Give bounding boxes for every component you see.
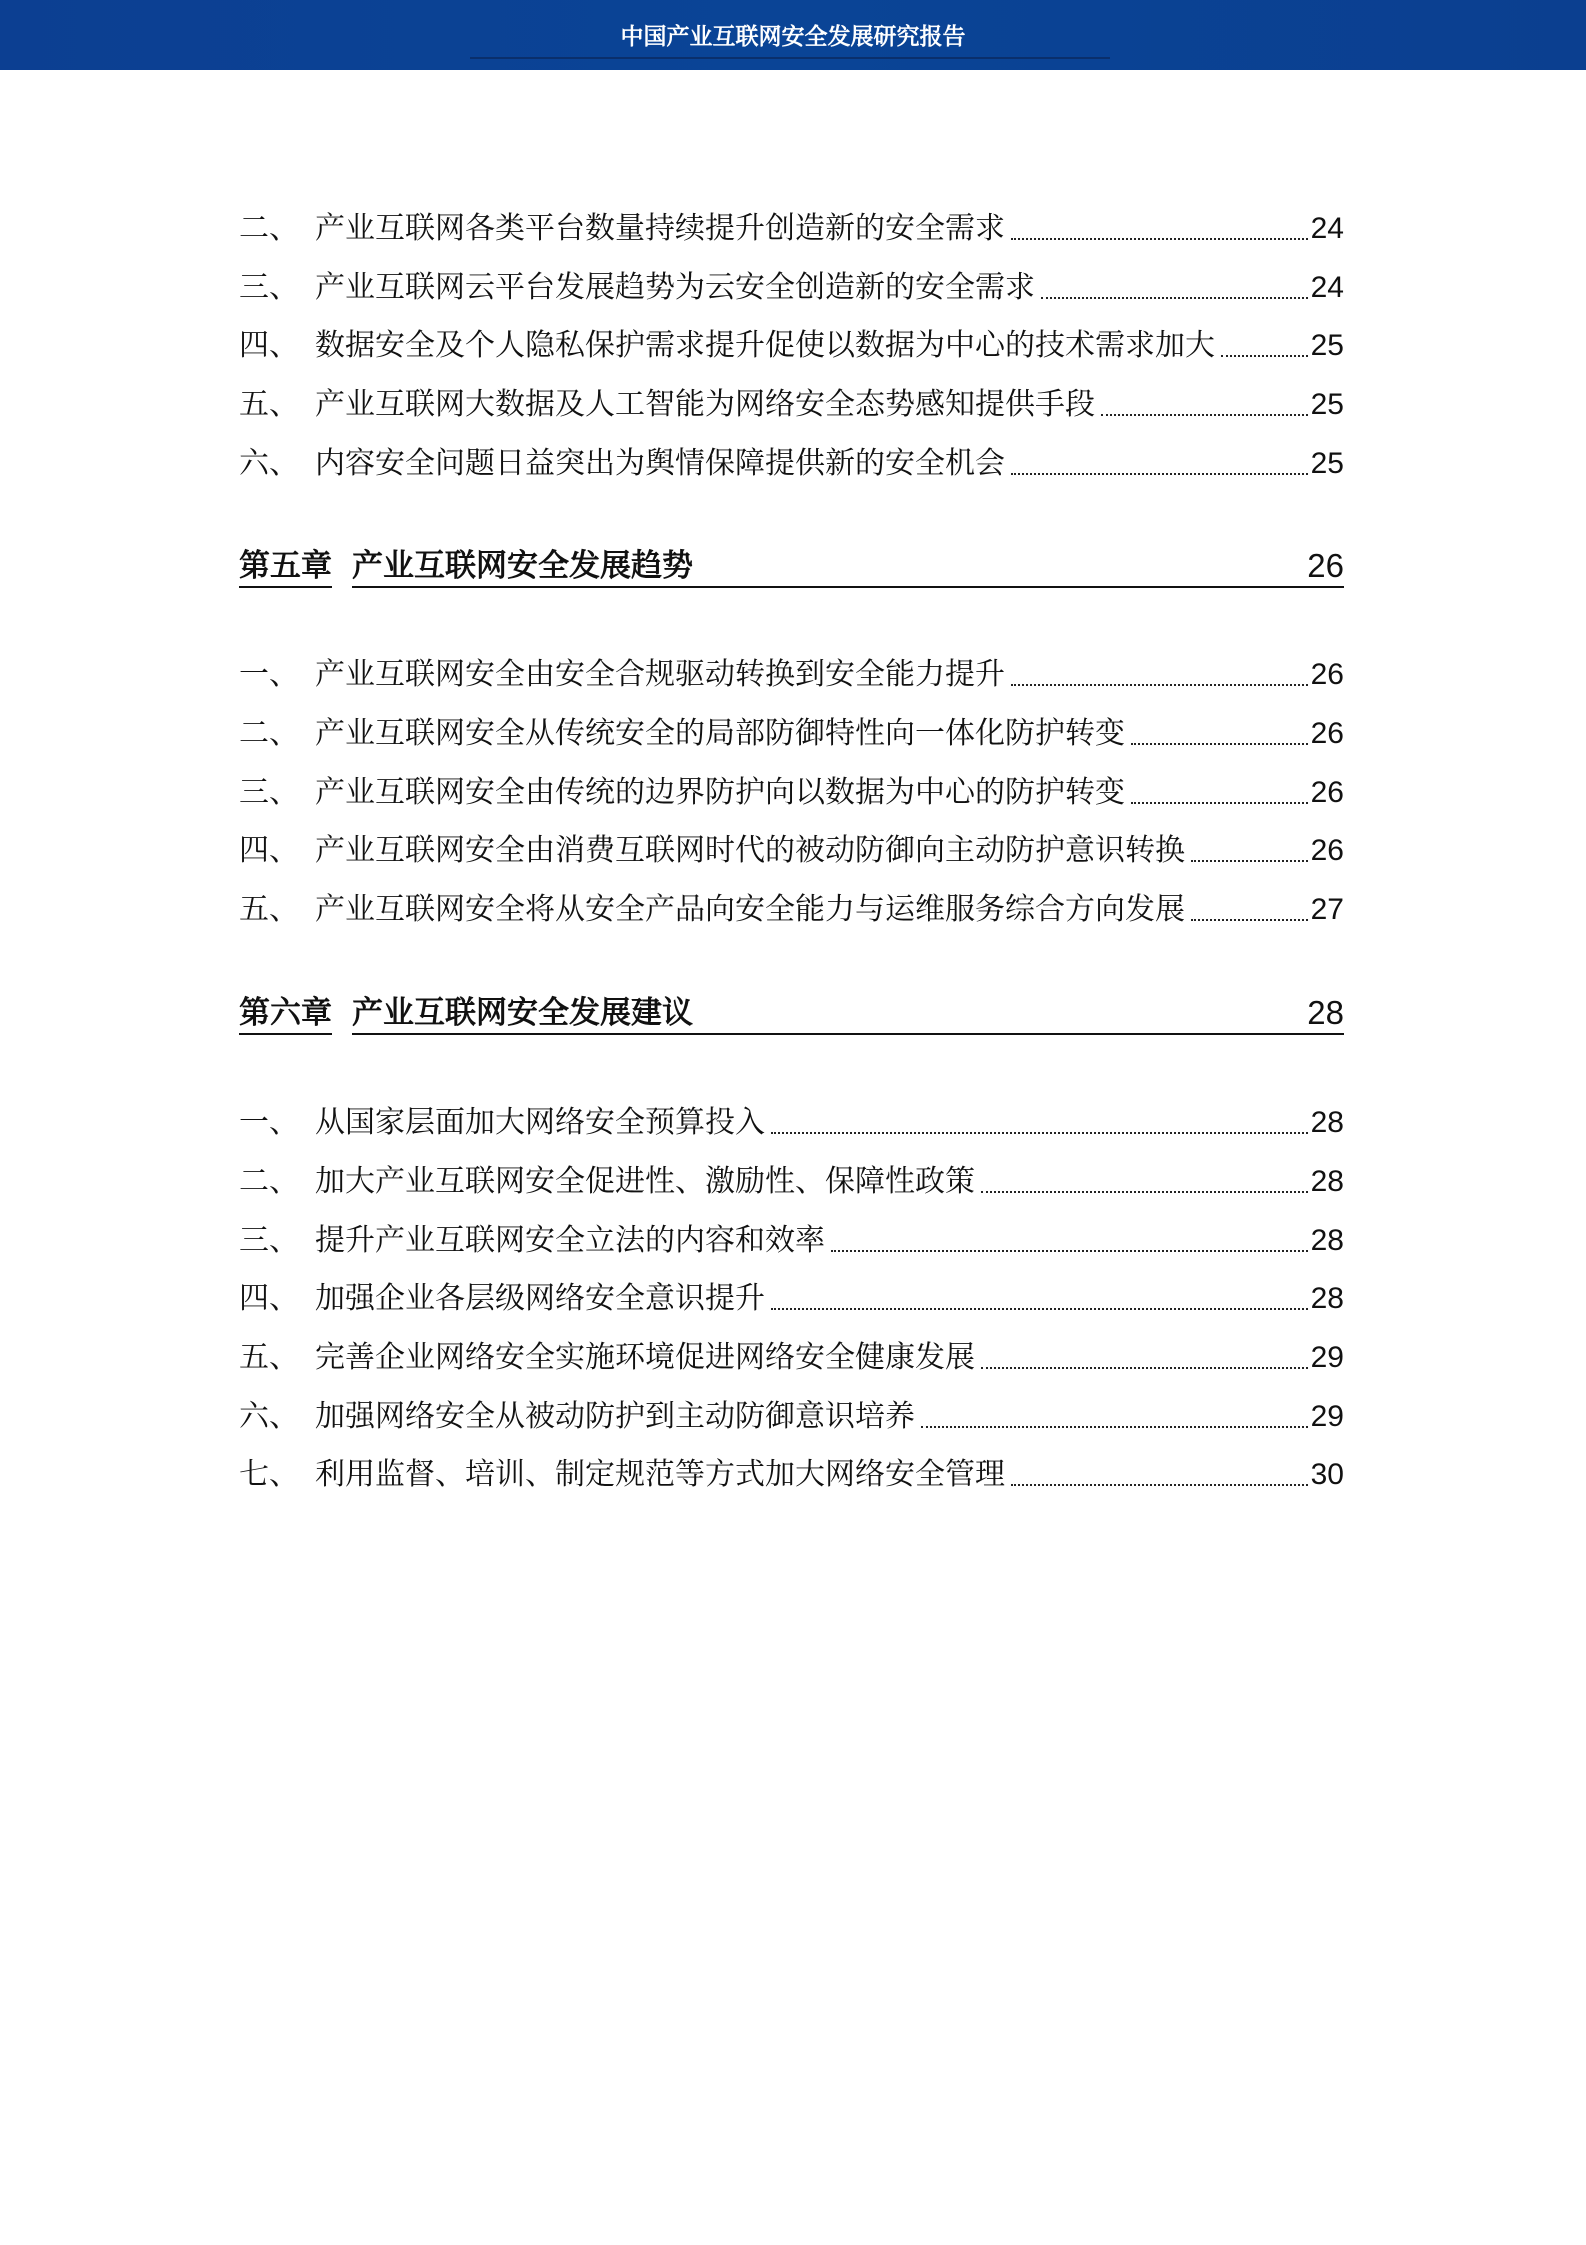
entry-page-number: 26	[1310, 717, 1344, 750]
toc-entry[interactable]	[239, 1456, 1344, 1494]
entry-page-number: 24	[1310, 212, 1344, 245]
toc-entry[interactable]	[239, 656, 1344, 694]
dot-leader	[1131, 742, 1308, 745]
chapter-title: 产业互联网安全发展趋势	[352, 546, 1307, 588]
entry-title: 产业互联网安全从传统安全的局部防御特性向一体化防护转变	[315, 716, 1125, 751]
toc-entry[interactable]	[239, 210, 1344, 248]
entry-page-number: 25	[1310, 447, 1344, 480]
dot-leader	[1131, 801, 1308, 804]
entry-title: 利用监督、培训、制定规范等方式加大网络安全管理	[315, 1457, 1005, 1492]
entry-number: 四、	[239, 1281, 299, 1316]
dot-leader	[981, 1190, 1308, 1193]
entry-page-number: 28	[1310, 1165, 1344, 1198]
toc-entry[interactable]	[239, 1339, 1344, 1377]
entry-number: 一、	[239, 657, 299, 692]
entry-page-number: 29	[1310, 1341, 1344, 1374]
entry-number: 三、	[239, 1223, 299, 1258]
header-divider	[470, 57, 1110, 59]
entry-number: 一、	[239, 1105, 299, 1140]
entry-number: 六、	[239, 446, 299, 481]
toc-entry[interactable]	[239, 1398, 1344, 1436]
dot-leader	[1101, 413, 1308, 416]
toc-entry[interactable]	[239, 269, 1344, 307]
toc-entry[interactable]	[239, 445, 1344, 483]
dot-leader	[1191, 918, 1308, 921]
entry-page-number: 26	[1310, 834, 1344, 867]
entry-page-number: 30	[1310, 1458, 1344, 1491]
entry-page-number: 24	[1310, 271, 1344, 304]
toc-entry[interactable]	[239, 715, 1344, 753]
dot-leader	[1041, 296, 1308, 299]
entry-number: 五、	[239, 1340, 299, 1375]
entry-page-number: 27	[1310, 893, 1344, 926]
toc-entry[interactable]	[239, 327, 1344, 365]
chapter-label: 第五章	[239, 546, 332, 588]
toc-chapter-heading[interactable]	[239, 546, 1344, 588]
dot-leader	[1011, 472, 1308, 475]
dot-leader	[981, 1366, 1308, 1369]
entry-title: 产业互联网安全由安全合规驱动转换到安全能力提升	[315, 657, 1005, 692]
dot-leader	[831, 1249, 1308, 1252]
toc-entry[interactable]	[239, 774, 1344, 812]
toc-chapter-heading[interactable]	[239, 993, 1344, 1035]
entry-title: 加大产业互联网安全促进性、激励性、保障性政策	[315, 1164, 975, 1199]
entry-title: 内容安全问题日益突出为舆情保障提供新的安全机会	[315, 446, 1005, 481]
dot-leader	[1011, 683, 1308, 686]
entry-title: 产业互联网安全由传统的边界防护向以数据为中心的防护转变	[315, 775, 1125, 810]
toc-entry[interactable]	[239, 832, 1344, 870]
toc-entry[interactable]	[239, 1222, 1344, 1260]
dot-leader	[771, 1307, 1308, 1310]
entry-title: 加强企业各层级网络安全意识提升	[315, 1281, 765, 1316]
dot-leader	[921, 1425, 1308, 1428]
toc-entry[interactable]	[239, 891, 1344, 929]
chapter-page-number: 26	[1307, 546, 1344, 588]
entry-number: 四、	[239, 328, 299, 363]
entry-number: 五、	[239, 892, 299, 927]
toc-entry[interactable]	[239, 1280, 1344, 1318]
entry-number: 七、	[239, 1457, 299, 1492]
dot-leader	[1191, 859, 1308, 862]
toc-entry[interactable]	[239, 1163, 1344, 1201]
entry-title: 提升产业互联网安全立法的内容和效率	[315, 1223, 825, 1258]
report-title: 中国产业互联网安全发展研究报告	[620, 24, 966, 50]
chapter-title: 产业互联网安全发展建议	[352, 993, 1307, 1035]
chapter-label: 第六章	[239, 993, 332, 1035]
entry-title: 从国家层面加大网络安全预算投入	[315, 1105, 765, 1140]
dot-leader	[1221, 354, 1308, 357]
entry-number: 三、	[239, 775, 299, 810]
entry-number: 四、	[239, 833, 299, 868]
entry-number: 二、	[239, 716, 299, 751]
entry-page-number: 25	[1310, 329, 1344, 362]
entry-number: 二、	[239, 211, 299, 246]
entry-page-number: 28	[1310, 1106, 1344, 1139]
entry-number: 二、	[239, 1164, 299, 1199]
entry-page-number: 28	[1310, 1224, 1344, 1257]
toc-entry[interactable]	[239, 1104, 1344, 1142]
dot-leader	[1011, 237, 1308, 240]
entry-title: 加强网络安全从被动防护到主动防御意识培养	[315, 1399, 915, 1434]
entry-title: 产业互联网安全由消费互联网时代的被动防御向主动防护意识转换	[315, 833, 1185, 868]
entry-number: 三、	[239, 270, 299, 305]
page-header	[0, 0, 1586, 70]
dot-leader	[1011, 1483, 1308, 1486]
entry-title: 产业互联网云平台发展趋势为云安全创造新的安全需求	[315, 270, 1035, 305]
entry-number: 六、	[239, 1399, 299, 1434]
entry-page-number: 26	[1310, 658, 1344, 691]
entry-title: 产业互联网各类平台数量持续提升创造新的安全需求	[315, 211, 1005, 246]
entry-title: 产业互联网安全将从安全产品向安全能力与运维服务综合方向发展	[315, 892, 1185, 927]
entry-title: 完善企业网络安全实施环境促进网络安全健康发展	[315, 1340, 975, 1375]
entry-title: 产业互联网大数据及人工智能为网络安全态势感知提供手段	[315, 387, 1095, 422]
entry-title: 数据安全及个人隐私保护需求提升促使以数据为中心的技术需求加大	[315, 328, 1215, 363]
entry-page-number: 26	[1310, 776, 1344, 809]
chapter-page-number: 28	[1307, 993, 1344, 1035]
entry-page-number: 25	[1310, 388, 1344, 421]
entry-page-number: 29	[1310, 1400, 1344, 1433]
entry-page-number: 28	[1310, 1282, 1344, 1315]
toc-entry[interactable]	[239, 386, 1344, 424]
dot-leader	[771, 1131, 1308, 1134]
entry-number: 五、	[239, 387, 299, 422]
